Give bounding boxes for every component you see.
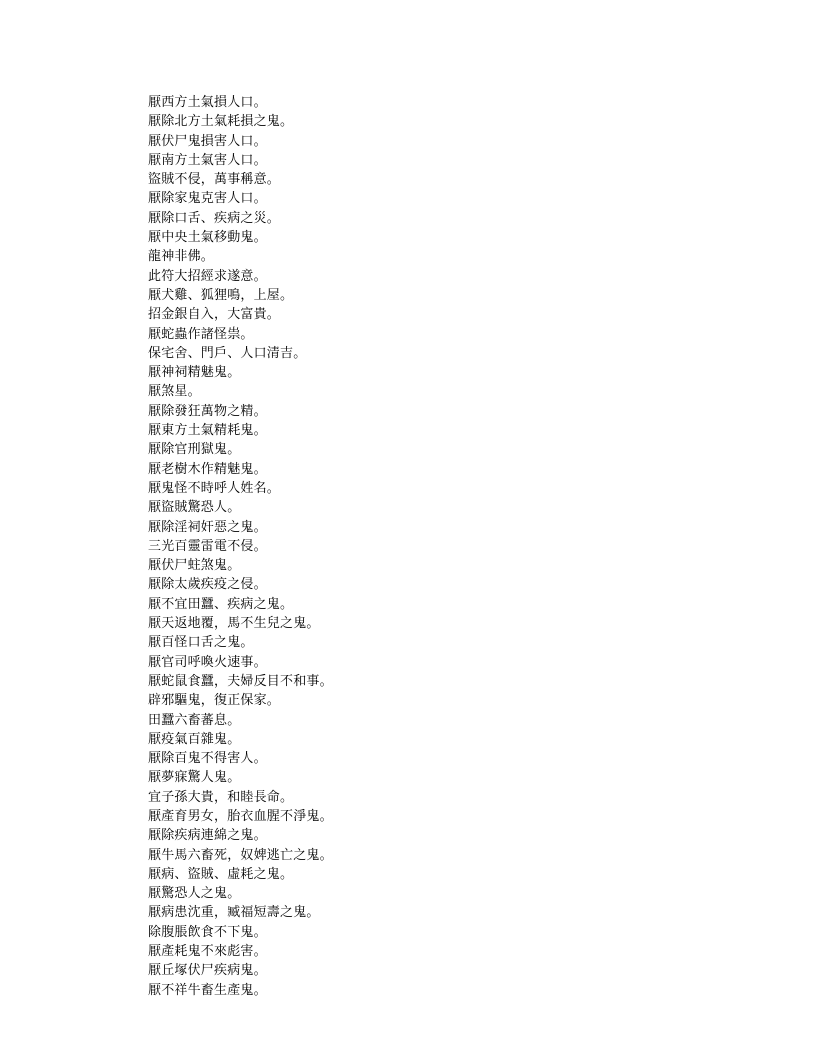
text-line: 保宅舍、門戶、人口清吉。 [148, 345, 307, 361]
text-line: 厭除家鬼克害人口。 [148, 191, 267, 207]
text-line: 厭鬼怪不時呼人姓名。 [148, 480, 281, 496]
text-line: 厭蛇鼠食蠶，夫婦反目不和事。 [148, 673, 333, 689]
text-line: 厭除淫祠奸惡之鬼。 [148, 519, 267, 535]
text-line: 宜子孫大貴，和睦長命。 [148, 789, 294, 805]
text-line: 厭除官刑獄鬼。 [148, 442, 241, 458]
text-line: 厭除北方土氣耗損之鬼。 [148, 114, 294, 130]
text-line: 厭天返地覆，馬不生兒之鬼。 [148, 616, 320, 632]
text-line: 厭牛馬六畜死，奴婢逃亡之鬼。 [148, 847, 333, 863]
text-line: 厭病、盜賊、虛耗之鬼。 [148, 866, 294, 882]
text-line: 辟邪驅鬼，復正保家。 [148, 693, 281, 709]
text-line: 厭伏尸鬼損害人口。 [148, 133, 267, 149]
text-line: 龍神非佛。 [148, 249, 215, 265]
text-line: 厭老樹木作精魅鬼。 [148, 461, 267, 477]
text-line: 厭產育男女，胎衣血腥不淨鬼。 [148, 808, 333, 824]
text-line: 厭官司呼喚火速事。 [148, 654, 267, 670]
text-line: 厭除疾病連綿之鬼。 [148, 828, 267, 844]
text-line: 厭夢寐驚人鬼。 [148, 770, 241, 786]
text-line: 厭不祥牛畜生產鬼。 [148, 982, 267, 998]
text-line: 厭除太歲疾疫之侵。 [148, 577, 267, 593]
text-line: 厭蛇蟲作諸怪祟。 [148, 326, 254, 342]
text-line: 厭丘塚伏尸疾病鬼。 [148, 963, 267, 979]
text-line: 厭百怪口舌之鬼。 [148, 635, 254, 651]
text-line: 厭犬雞、狐狸鳴，上屋。 [148, 287, 294, 303]
text-line: 厭除口舌、疾病之災。 [148, 210, 281, 226]
text-line: 厭除發狂萬物之精。 [148, 403, 267, 419]
text-line: 厭不宜田蠶、疾病之鬼。 [148, 596, 294, 612]
text-line: 厭東方土氣精耗鬼。 [148, 423, 267, 439]
text-line: 厭南方土氣害人口。 [148, 152, 267, 168]
text-line: 此符大招經求遂意。 [148, 268, 267, 284]
text-line: 厭病患沈重，臧福短壽之鬼。 [148, 905, 320, 921]
text-line: 厭中央土氣移動鬼。 [148, 230, 267, 246]
text-line: 厭盜賊驚恐人。 [148, 500, 241, 516]
text-line: 厭煞星。 [148, 384, 201, 400]
text-line: 厭除百鬼不得害人。 [148, 751, 267, 767]
text-line: 三光百靈雷電不侵。 [148, 538, 267, 554]
text-line: 田蠶六畜蕃息。 [148, 712, 241, 728]
text-line: 厭驚恐人之鬼。 [148, 886, 241, 902]
text-line: 除腹脹飲食不下鬼。 [148, 924, 267, 940]
text-body [148, 93, 708, 1000]
text-line: 厭疫氣百雜鬼。 [148, 731, 241, 747]
text-line: 厭西方土氣損人口。 [148, 95, 267, 110]
text-line: 厭神祠精魅鬼。 [148, 365, 241, 381]
text-line: 盜賊不侵，萬事稱意。 [148, 172, 281, 188]
text-line: 厭伏尸蛀煞鬼。 [148, 558, 241, 574]
text-line: 招金銀自入，大富貴。 [148, 307, 281, 323]
text-line: 厭產耗鬼不來彪害。 [148, 944, 267, 960]
